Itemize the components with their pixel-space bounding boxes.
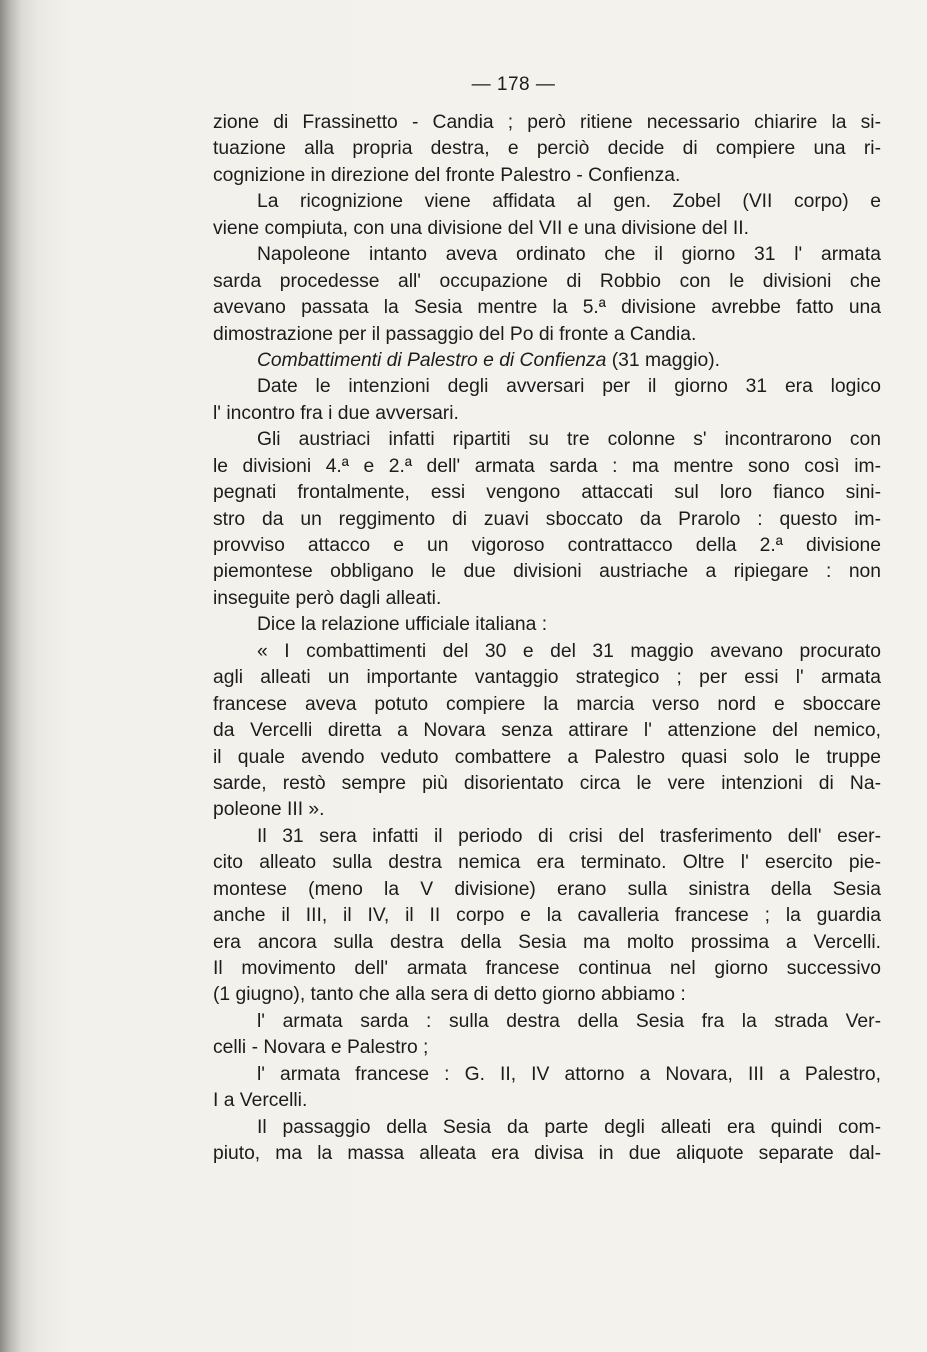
- line-text: viene compiuta, con una divisione del VII e una divisione del II.: [213, 217, 749, 239]
- text-line: [213, 877, 881, 903]
- line-text: « I combattimenti del 30 e del 31 maggio avevano procurato: [257, 640, 881, 662]
- text-line: [213, 533, 881, 559]
- text-line: [213, 1088, 881, 1114]
- text-line: [213, 136, 881, 162]
- line-text: l' incontro fra i due avversari.: [213, 402, 459, 424]
- text-line: [213, 612, 881, 638]
- line-text: anche il III, il IV, il II corpo e la cavalleria francese ; la guardia: [213, 905, 881, 927]
- text-line: [213, 216, 881, 242]
- line-text: inseguite però dagli alleati.: [213, 587, 442, 609]
- line-text: pegnati frontalmente, essi vengono attaccati sul loro fianco sini-: [213, 482, 881, 504]
- line-text: piuto, ma la massa alleata era divisa in due aliquote separate dal-: [213, 1143, 881, 1165]
- text-line: [213, 322, 881, 348]
- text-line: [213, 242, 881, 268]
- line-text: montese (meno la V divisione) erano sulla sinistra della Sesia: [213, 878, 881, 900]
- text-line: [213, 1035, 881, 1061]
- line-text: (1 giugno), tanto che alla sera di detto giorno abbiamo :: [213, 984, 686, 1006]
- line-text: francese aveva potuto compiere la marcia verso nord e sboccare: [213, 693, 881, 715]
- line-text: stro da un reggimento di zuavi sboccato da Prarolo : questo im-: [213, 508, 881, 530]
- line-text: zione di Frassinetto - Candia ; però ritiene necessario chiarire la si-: [213, 112, 881, 133]
- line-text: era ancora sulla destra della Sesia ma molto prossima a Vercelli.: [213, 931, 881, 953]
- line-text: sarda procedesse all' occupazione di Robbio con le divisioni che: [213, 270, 881, 292]
- line-text: cito alleato sulla destra nemica era terminato. Oltre l' esercito pie-: [213, 852, 881, 874]
- line-text: agli alleati un importante vantaggio strategico ; per essi l' armata: [213, 667, 881, 689]
- line-text: La ricognizione viene affidata al gen. Zobel (VII corpo) e: [257, 191, 881, 213]
- line-text: da Vercelli diretta a Novara senza attirare l' attenzione del nemico,: [213, 720, 881, 742]
- line-text: l' armata francese : G. II, IV attorno a Novara, III a Palestro,: [257, 1063, 881, 1085]
- line-text: celli - Novara e Palestro ;: [213, 1037, 429, 1059]
- line-text: l' armata sarda : sulla destra della Sesia fra la strada Ver-: [257, 1010, 881, 1032]
- line-text: poleone III ».: [213, 799, 325, 821]
- text-line: [213, 1141, 881, 1167]
- text-line: [213, 771, 881, 797]
- text-line: [213, 956, 881, 982]
- text-line: [213, 269, 881, 295]
- text-line: [213, 850, 881, 876]
- text-line: [213, 665, 881, 691]
- line-text: provviso attacco e un vigoroso contrattacco della 2.ª divisione: [213, 535, 881, 556]
- text-line: [213, 1115, 881, 1141]
- text-line: [213, 348, 881, 374]
- body-text: [213, 110, 881, 1168]
- heading-date: (31 maggio).: [606, 349, 720, 371]
- text-line: [213, 559, 881, 585]
- line-text: avevano passata la Sesia mentre la 5.ª divisione avrebbe fatto una: [213, 297, 881, 319]
- line-text: il quale avendo veduto combattere a Palestro quasi solo le truppe: [213, 746, 881, 768]
- text-line: [213, 189, 881, 215]
- line-text: sarde, restò sempre più disorientato circa le vere intenzioni di Na-: [213, 772, 881, 794]
- text-line: [213, 110, 881, 136]
- text-line: [213, 1062, 881, 1088]
- text-line: [213, 903, 881, 929]
- page-number: — 178 —: [471, 74, 556, 95]
- line-text: Napoleone intanto aveva ordinato che il giorno 31 l' armata: [257, 244, 881, 266]
- line-text: Il movimento dell' armata francese continua nel giorno successivo: [213, 958, 881, 979]
- line-text: I a Vercelli.: [213, 1090, 308, 1112]
- text-line: [213, 480, 881, 506]
- line-text: Gli austriaci infatti ripartiti su tre colonne s' incontrarono con: [257, 429, 881, 451]
- text-line: [213, 692, 881, 718]
- line-text: tuazione alla propria destra, e perciò decide di compiere una ri-: [213, 138, 881, 160]
- line-text: dimostrazione per il passaggio del Po di fronte a Candia.: [213, 323, 697, 345]
- section-heading: Combattimenti di Palestro e di Confienza: [257, 349, 607, 371]
- text-line: [213, 295, 881, 321]
- text-line: [213, 401, 881, 427]
- text-line: [213, 797, 881, 823]
- line-text: piemontese obbligano le due divisioni austriache a ripiegare : non: [213, 561, 881, 583]
- line-text: Il passaggio della Sesia da parte degli alleati era quindi com-: [257, 1116, 881, 1138]
- text-line: [213, 1009, 881, 1035]
- text-line: [213, 982, 881, 1008]
- text-line: [213, 163, 881, 189]
- line-text: le divisioni 4.ª e 2.ª dell' armata sarda : ma mentre sono così im-: [213, 455, 881, 477]
- text-line: [213, 639, 881, 665]
- text-line: [213, 745, 881, 771]
- text-line: [213, 824, 881, 850]
- text-line: [213, 427, 881, 453]
- line-text: Il 31 sera infatti il periodo di crisi del trasferimento dell' eser-: [257, 825, 881, 847]
- line-text: Dice la relazione ufficiale italiana :: [257, 614, 548, 636]
- text-line: [213, 718, 881, 744]
- text-line: [213, 454, 881, 480]
- text-line: [213, 930, 881, 956]
- text-line: [213, 507, 881, 533]
- line-text: Date le intenzioni degli avversari per il giorno 31 era logico: [257, 376, 881, 398]
- text-line: [213, 374, 881, 400]
- line-text: cognizione in direzione del fronte Palestro - Confienza.: [213, 164, 681, 186]
- text-line: [213, 586, 881, 612]
